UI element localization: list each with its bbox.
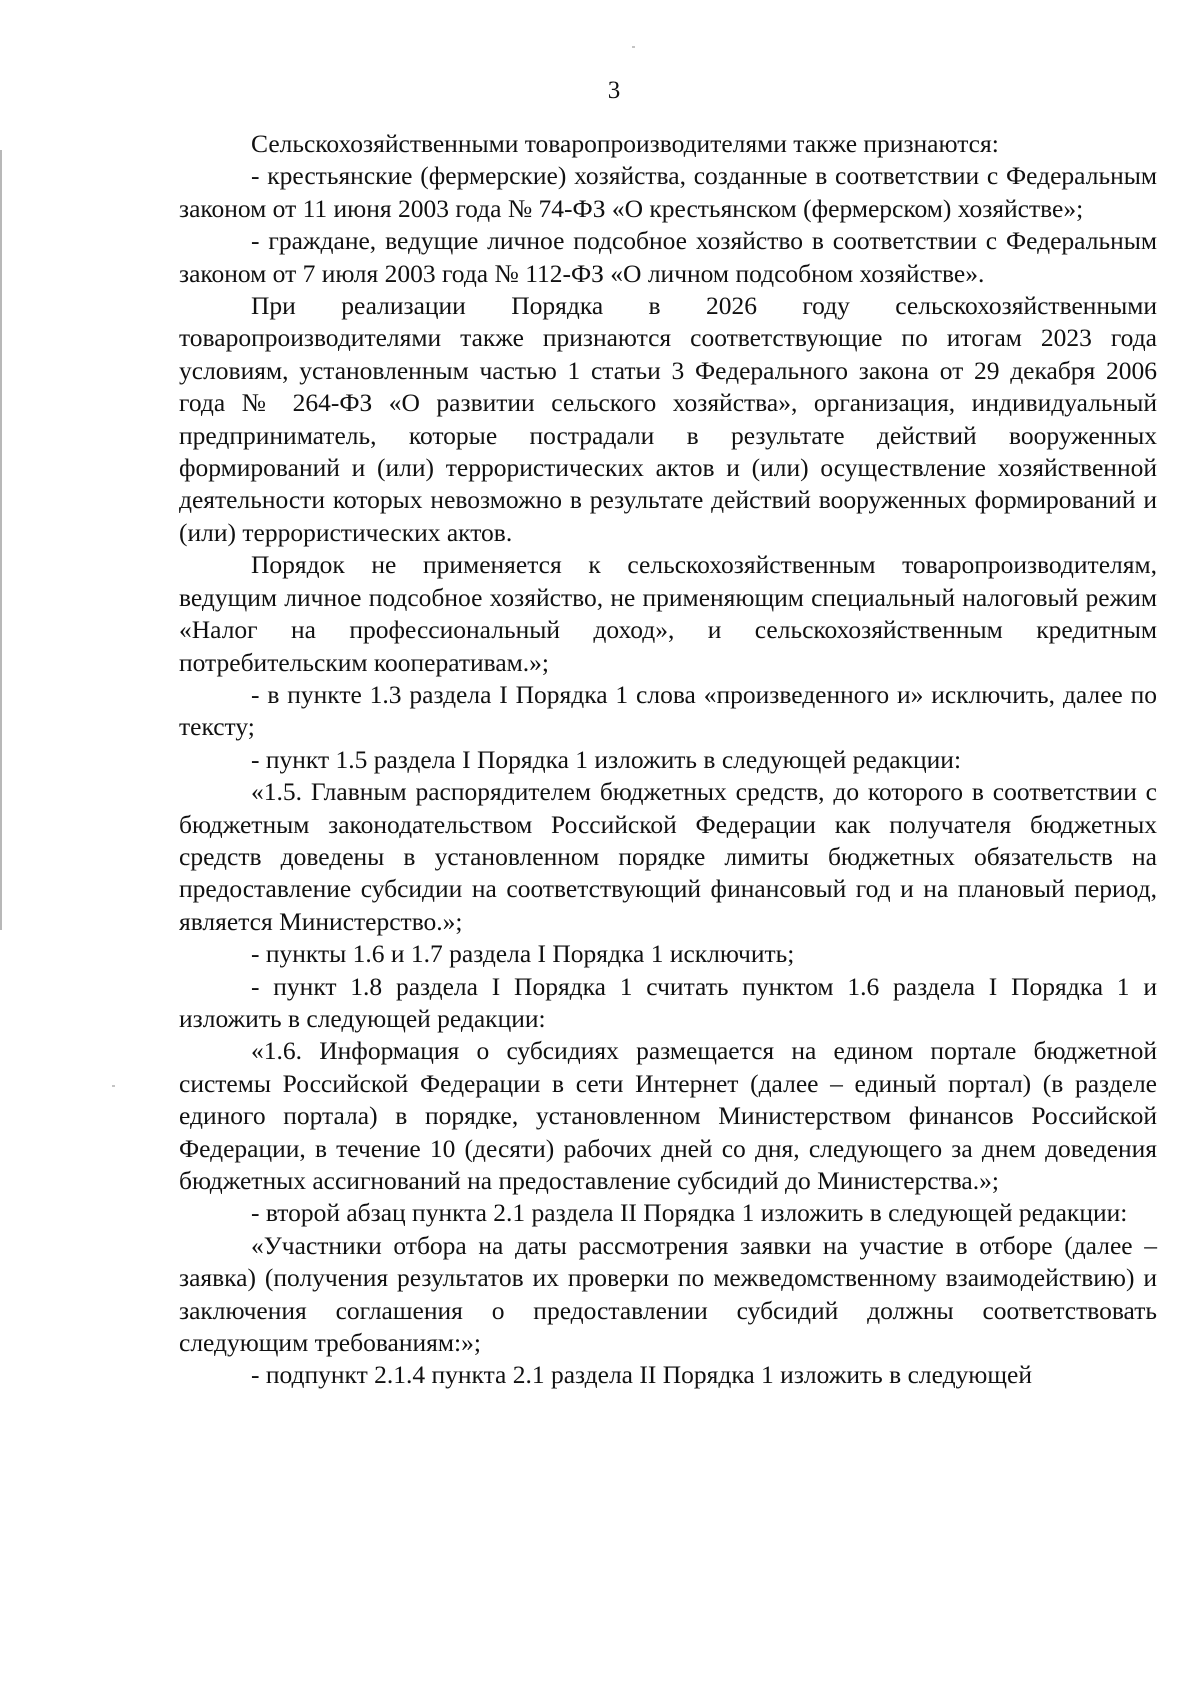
scan-edge-mark [0, 150, 2, 930]
paragraph: «1.6. Информация о субсидиях размещается на едином портале бюджетной системы Российской Федерации в сети Интернет (далее – единый портал) (в разделе единого портала) в порядке, установленном Министерством финансов Российской Федерации, в течение 10 (десяти) рабочих дней со дня, следующего за днем доведения бюджетных ассигнований на предоставление субсидий до Министерства.»; [179, 1036, 1157, 1195]
paragraph: «Участники отбора на даты рассмотрения заявки на участие в отборе (далее – заявка) (получения результатов их проверки по межведомственному взаимодействию) и заключения соглашения о предоставлении субсидий должны соответствовать следующим требованиям:»; [179, 1230, 1157, 1358]
paragraph: - пункт 1.8 раздела I Порядка 1 считать пунктом 1.6 раздела I Порядка 1 и изложить в следующей редакции: [179, 971, 1157, 1033]
scan-speck [632, 46, 635, 48]
paragraph: - граждане, ведущие личное подсобное хозяйство в соответствии с Федеральным законом от 7 июля 2003 года № 112-ФЗ «О личном подсобном хозяйстве». [179, 226, 1157, 288]
paragraph: - в пункте 1.3 раздела I Порядка 1 слова «произведенного и» исключить, далее по тексту; [179, 679, 1157, 742]
paragraph: - пункт 1.5 раздела I Порядка 1 изложить в следующей редакции: [251, 744, 962, 774]
paragraph: Сельскохозяйственными товаропроизводителями также признаются: [251, 129, 999, 158]
document-body [179, 128, 1157, 1392]
paragraph: Порядок не применяется к сельскохозяйственным товаропроизводителям, ведущим личное подсобное хозяйство, не применяющим специальный налоговый режим «Налог на профессиональный доход», и сельскохозяйственным кредитным потребительским кооперативам.»; [179, 550, 1157, 677]
paragraph: - пункты 1.6 и 1.7 раздела I Порядка 1 исключить; [251, 939, 795, 969]
scan-speck [112, 1085, 115, 1087]
page-number: 3 [607, 77, 621, 104]
paragraph: «1.5. Главным распорядителем бюджетных средств, до которого в соответствии с бюджетным законодательством Российской Федерации как получателя бюджетных средств доведены в установленном порядке лимиты бюджетных обязательств на предоставление субсидии на соответствующий финансовый год и на плановый период, является Министерство.»; [179, 777, 1157, 936]
paragraph: - крестьянские (фермерские) хозяйства, созданные в соответствии с Федеральным законом от 11 июня 2003 года № 74-ФЗ «О крестьянском (фермерском) хозяйстве»; [179, 161, 1157, 223]
paragraph: - второй абзац пункта 2.1 раздела II Порядка 1 изложить в следующей редакции: [251, 1198, 1128, 1228]
paragraph: При реализации Порядка в 2026 году сельскохозяйственными товаропроизводителями также признаются соответствующие по итогам 2023 года условиям, установленным частью 1 статьи 3 Федерального закона от 29 декабря 2006 года № 264-ФЗ «О развитии сельского хозяйства», организация, индивидуальный предприниматель, которые пострадали в результате действий вооруженных формирований и (или) террористических актов и (или) осуществление хозяйственной деятельности которых невозможно в результате действий вооруженных формирований и (или) террористических актов. [179, 291, 1157, 547]
paragraph: - подпункт 2.1.4 пункта 2.1 раздела II Порядка 1 изложить в следующей [251, 1360, 1032, 1390]
